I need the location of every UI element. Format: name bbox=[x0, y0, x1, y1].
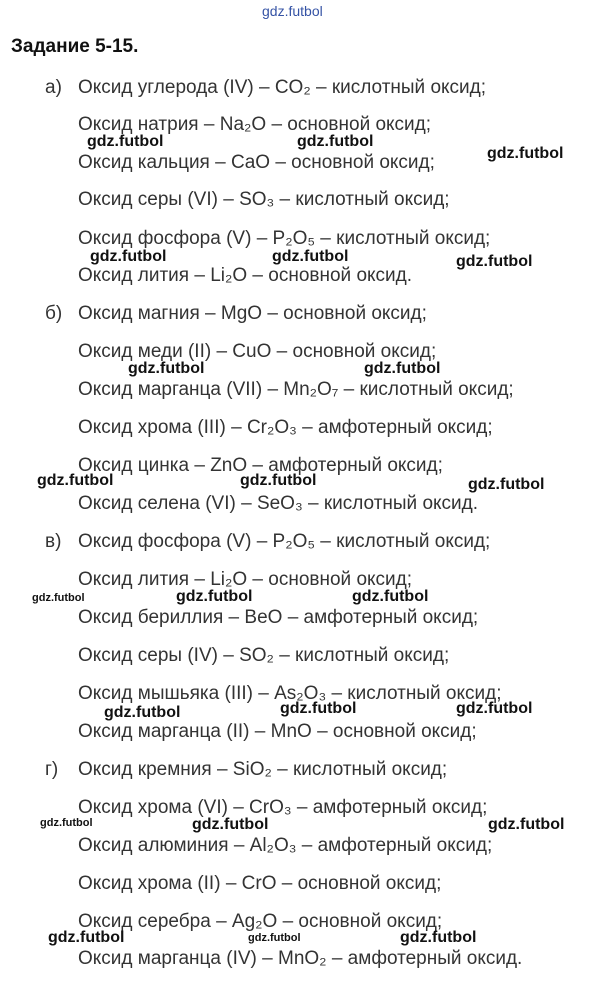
list-item: Оксид углерода (IV) – CO₂ – кислотный оксид; bbox=[78, 77, 487, 98]
list-item: Оксид лития – Li₂O – основной оксид. bbox=[78, 265, 413, 286]
list-item: Оксид цинка – ZnO – амфотерный оксид; bbox=[78, 455, 443, 476]
list-item: Оксид селена (VI) – SeO₃ – кислотный оксид. bbox=[78, 493, 479, 514]
list-item: Оксид хрома (III) – Cr₂O₃ – амфотерный оксид; bbox=[78, 417, 493, 438]
list-item: Оксид марганца (II) – MnO – основной оксид; bbox=[78, 721, 477, 742]
list-item: Оксид хрома (II) – CrO – основной оксид; bbox=[78, 873, 442, 894]
watermark: gdz.futbol bbox=[104, 704, 181, 721]
list-item: Оксид алюминия – Al₂O₃ – амфотерный оксид; bbox=[78, 835, 493, 856]
list-item: Оксид серы (IV) – SO₂ – кислотный оксид; bbox=[78, 645, 450, 666]
watermark-top: gdz.futbol bbox=[262, 3, 323, 19]
list-item: Оксид кремния – SiO₂ – кислотный оксид; bbox=[78, 759, 448, 780]
watermark: gdz.futbol bbox=[240, 472, 317, 489]
list-item: Оксид лития – Li₂O – основной оксид; bbox=[78, 569, 413, 590]
page-title: Задание 5-15. bbox=[11, 36, 139, 57]
list-item: Оксид серебра – Ag₂O – основной оксид; bbox=[78, 911, 443, 932]
watermark: gdz.futbol bbox=[37, 472, 114, 489]
watermark: gdz.futbol bbox=[48, 929, 125, 946]
list-item: Оксид серы (VI) – SO₃ – кислотный оксид; bbox=[78, 189, 450, 210]
watermark: gdz.futbol bbox=[364, 360, 441, 377]
list-item: Оксид натрия – Na₂O – основной оксид; bbox=[78, 114, 432, 135]
list-item: Оксид хрома (VI) – CrO₃ – амфотерный оксид; bbox=[78, 797, 488, 818]
watermark: gdz.futbol bbox=[192, 816, 269, 833]
section-letter: б) bbox=[45, 303, 63, 324]
list-item: Оксид марганца (VII) – Mn₂O₇ – кислотный оксид; bbox=[78, 379, 514, 400]
watermark: gdz.futbol bbox=[280, 700, 357, 717]
watermark: gdz.futbol bbox=[456, 253, 533, 270]
list-item: Оксид фосфора (V) – P₂O₅ – кислотный оксид; bbox=[78, 531, 491, 552]
watermark: gdz.futbol bbox=[488, 816, 565, 833]
watermark: gdz.futbol bbox=[456, 700, 533, 717]
watermark: gdz.futbol bbox=[128, 360, 205, 377]
watermark: gdz.futbol bbox=[32, 592, 85, 604]
list-item: Оксид мышьяка (III) – As₂O₃ – кислотный оксид; bbox=[78, 683, 502, 704]
watermark: gdz.futbol bbox=[297, 133, 374, 150]
section-letter: а) bbox=[45, 77, 62, 98]
watermark: gdz.futbol bbox=[400, 929, 477, 946]
watermark: gdz.futbol bbox=[352, 588, 429, 605]
watermark: gdz.futbol bbox=[487, 145, 564, 162]
list-item: Оксид бериллия – BeO – амфотерный оксид; bbox=[78, 607, 479, 628]
section-letter: г) bbox=[45, 759, 59, 780]
list-item: Оксид магния – MgO – основной оксид; bbox=[78, 303, 427, 324]
watermark: gdz.futbol bbox=[248, 932, 301, 944]
list-item: Оксид кальция – CaO – основной оксид; bbox=[78, 152, 435, 173]
section-letter: в) bbox=[45, 531, 62, 552]
list-item: Оксид марганца (IV) – MnO₂ – амфотерный оксид. bbox=[78, 948, 523, 969]
watermark: gdz.futbol bbox=[40, 817, 93, 829]
watermark: gdz.futbol bbox=[87, 133, 164, 150]
list-item: Оксид меди (II) – CuO – основной оксид; bbox=[78, 341, 437, 362]
watermark: gdz.futbol bbox=[176, 588, 253, 605]
watermark: gdz.futbol bbox=[90, 248, 167, 265]
watermark: gdz.futbol bbox=[468, 476, 545, 493]
watermark: gdz.futbol bbox=[272, 248, 349, 265]
list-item: Оксид фосфора (V) – P₂O₅ – кислотный оксид; bbox=[78, 228, 491, 249]
